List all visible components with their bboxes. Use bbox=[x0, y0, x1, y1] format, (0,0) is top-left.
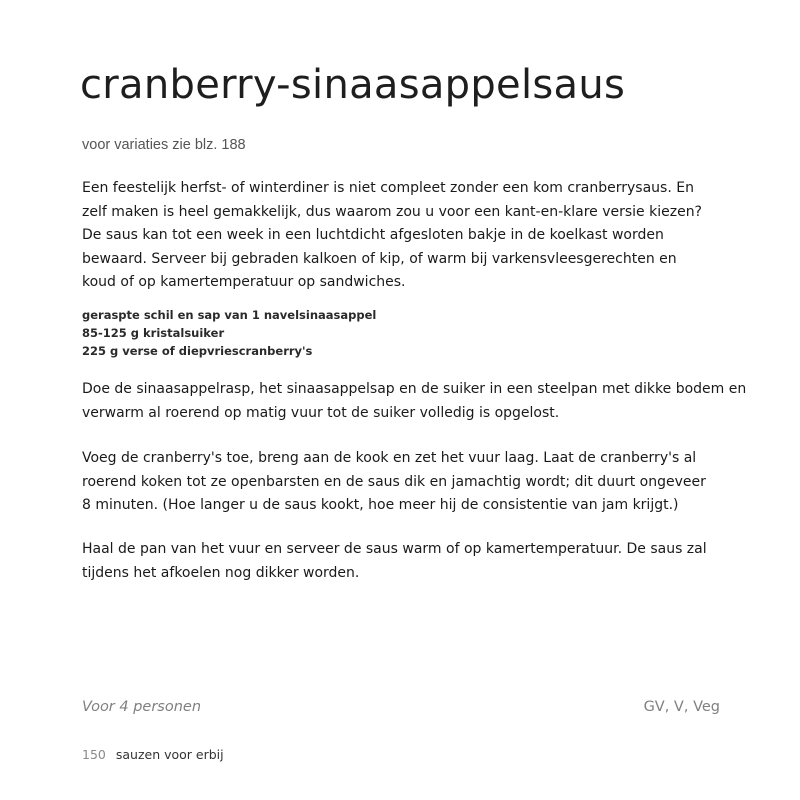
method-step-1 bbox=[82, 378, 747, 425]
step-line: 8 minuten. (Hoe langer u de saus kookt, hoe meer hij de consistentie van jam krijgt.) bbox=[82, 497, 679, 513]
method-step-2 bbox=[82, 447, 732, 518]
ingredient-item: geraspte schil en sap van 1 navelsinaasappel bbox=[82, 308, 377, 322]
page-footer bbox=[82, 747, 224, 762]
step-line: Haal de pan van het vuur en serveer de saus warm of op kamertemperatuur. De saus zal bbox=[82, 541, 707, 557]
ingredient-list bbox=[82, 306, 376, 360]
recipe-title: cranberry-sinaasappelsaus bbox=[80, 62, 626, 108]
diet-tags: GV, V, Veg bbox=[643, 699, 720, 715]
intro-line: Een feestelijk herfst- of winterdiner is niet compleet zonder een kom cranberrysaus. En bbox=[82, 180, 694, 196]
ingredient-item: 85-125 g kristalsuiker bbox=[82, 326, 225, 340]
intro-paragraph bbox=[82, 177, 732, 295]
method-step-3 bbox=[82, 538, 732, 585]
step-line: Doe de sinaasappelrasp, het sinaasappelsap en de suiker in een steelpan met dikke bodem en bbox=[82, 381, 747, 397]
step-line: tijdens het afkoelen nog dikker worden. bbox=[82, 564, 360, 581]
step-line: Voeg de cranberry's toe, breng aan de kook en zet het vuur laag. Laat de cranberry's al bbox=[82, 450, 697, 466]
variations-note: voor variaties zie blz. 188 bbox=[82, 137, 246, 153]
step-line: roerend koken tot ze openbarsten en de saus dik en jamachtig wordt; dit duurt ongeveer bbox=[82, 473, 706, 490]
intro-line: De saus kan tot een week in een luchtdicht afgesloten bakje in de koelkast worden bbox=[82, 227, 664, 243]
ingredient-item: 225 g verse of diepvriescranberry's bbox=[82, 344, 313, 358]
page-number: 150 bbox=[82, 747, 106, 762]
step-line: verwarm al roerend op matig vuur tot de suiker volledig is opgelost. bbox=[82, 404, 560, 421]
intro-line: zelf maken is heel gemakkelijk, dus waarom zou u voor een kant-en-klare versie kiezen? bbox=[82, 203, 702, 220]
section-name: sauzen voor erbij bbox=[115, 747, 224, 762]
intro-line: bewaard. Serveer bij gebraden kalkoen of kip, of warm bij varkensvleesgerechten en bbox=[82, 250, 677, 267]
intro-line: koud of op kamertemperatuur op sandwiches. bbox=[82, 274, 406, 290]
servings: Voor 4 personen bbox=[82, 699, 202, 715]
